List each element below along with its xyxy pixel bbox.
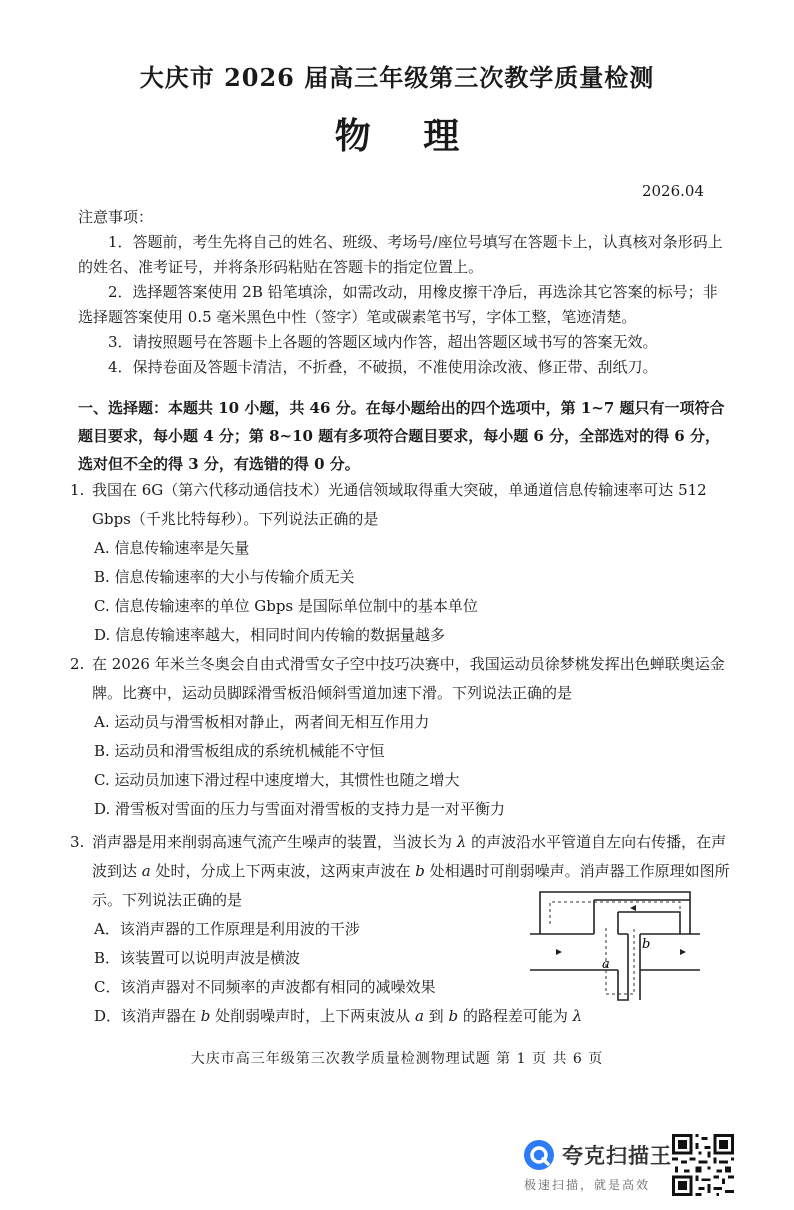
question-stem: 在 2026 年米兰冬奥会自由式滑雪女子空中技巧决赛中，我国运动员徐梦桃发挥出色蝉联奥运金牌。比赛中，运动员脚踩滑雪板沿倾斜雪道加速下滑。下列说法正确的是: [92, 655, 725, 702]
arrow-icon: [630, 905, 636, 911]
option-c: C．该消声器对不同频率的声波都有相同的减噪效果: [94, 978, 436, 996]
scanner-slogan: 极速扫描，就是高效: [524, 1178, 651, 1192]
page-footer: 大庆市高三年级第三次教学质量检测物理试题 第 1 页 共 6 页: [190, 1051, 604, 1067]
muffler-diagram: [530, 888, 700, 1002]
notice-item: 3．请按照题号在答题卡上各题的答题区域内作答，超出答题区域书写的答案无效。: [108, 333, 658, 351]
option-b: B．该装置可以说明声波是横波: [94, 949, 301, 967]
diagram-label-b: b: [642, 937, 651, 952]
chamber-outline: [540, 892, 690, 934]
notice-block: [78, 205, 726, 380]
question-2: [70, 650, 730, 824]
question-number: 3.: [70, 833, 85, 851]
question-number: 1.: [70, 481, 85, 499]
arrow-icon: [680, 949, 686, 955]
qr-code-icon: [672, 1134, 734, 1196]
notice-item: 4．保持卷面及答题卡清洁，不折叠，不破损，不准使用涂改液、修正带、刮纸刀。: [108, 358, 658, 376]
option-a: A. 运动员与滑雪板相对静止，两者间无相互作用力: [94, 713, 430, 731]
section-heading: 一、选择题：本题共 10 小题，共 46 分。在每小题给出的四个选项中，第 1~7 题只有一项符合题目要求，每小题 4 分；第 8~10 题有多项符合题目要求，每小题 6 分，全部选对的得 6 分，选对但不全的得 3 分，有选错的得 0 分。: [78, 399, 725, 473]
option-b: B. 信息传输速率的大小与传输介质无关: [94, 568, 355, 586]
question-1: [70, 476, 730, 650]
option-a: A. 信息传输速率是矢量: [94, 539, 250, 557]
notice-heading: 注意事项：: [78, 208, 154, 226]
page-title: 大庆市 2026 届高三年级第三次教学质量检测: [139, 63, 655, 92]
option-c: C. 信息传输速率的单位 Gbps 是国际单位制中的基本单位: [94, 597, 478, 615]
option-d: D．该消声器在 b 处削弱噪声时，上下两束波从 a 到 b 的路程差可能为 λ: [94, 1007, 583, 1025]
option-a: A．该消声器的工作原理是利用波的干涉: [94, 920, 360, 938]
arrow-icon: [556, 949, 562, 955]
option-b: B. 运动员和滑雪板组成的系统机械能不守恒: [94, 742, 385, 760]
option-d: D. 滑雪板对雪面的压力与雪面对滑雪板的支持力是一对平衡力: [94, 800, 506, 818]
notice-item: 1．答题前，考生先将自己的姓名、班级、考场号/座位号填写在答题卡上，认真核对条形码上的姓名、准考证号，并将条形码粘贴在答题卡的指定位置上。: [78, 233, 723, 276]
scanner-watermark: [522, 1134, 737, 1198]
option-c: C. 运动员加速下滑过程中速度增大，其惯性也随之增大: [94, 771, 460, 789]
option-d: D. 信息传输速率越大，相同时间内传输的数据量越多: [94, 626, 446, 644]
lower-wave-path: [606, 928, 634, 994]
upper-wave-path: [550, 902, 680, 924]
scanner-logo-icon: [522, 1138, 556, 1172]
question-stem: 消声器是用来削弱高速气流产生噪声的装置，当波长为 λ 的声波沿水平管道自左向右传播，在声波到达 a 处时，分成上下两束波，这两束声波在 b 处相遇时可削弱噪声。消声器工作原理如图所示。下列说法正确的是: [92, 833, 730, 909]
question-number: 2.: [70, 655, 85, 673]
subject-title: 物 理: [334, 115, 480, 157]
notice-item: 2．选择题答案使用 2B 铅笔填涂，如需改动，用橡皮擦干净后，再选涂其它答案的标号；非选择题答案使用 0.5 毫米黑色中性（签字）笔或碳素笔书写，字体工整，笔迹清楚。: [78, 283, 718, 326]
diagram-label-a: a: [602, 957, 610, 972]
exam-date: 2026.04: [641, 182, 704, 200]
scanner-name: 夸克扫描王: [562, 1144, 672, 1168]
question-stem: 我国在 6G（第六代移动通信技术）光通信领域取得重大突破，单通道信息传输速率可达 512 Gbps（千兆比特每秒）。下列说法正确的是: [92, 481, 707, 528]
